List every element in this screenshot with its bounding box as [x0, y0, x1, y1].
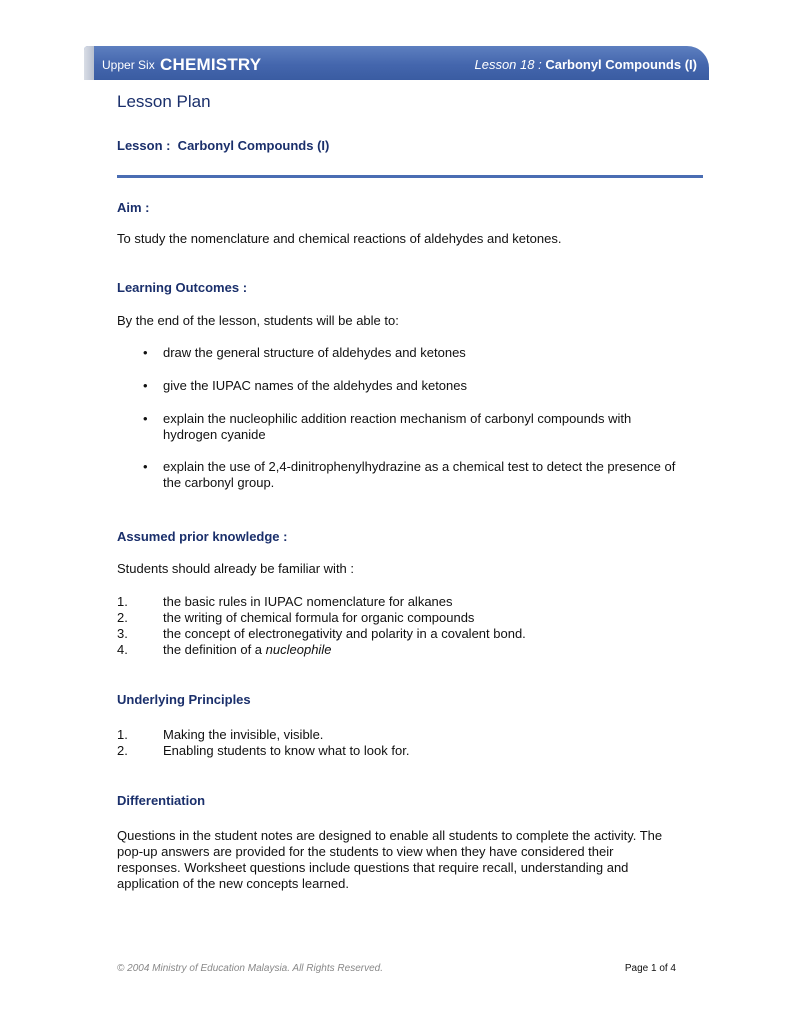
list-item-text: Enabling students to know what to look for. [163, 743, 410, 758]
list-item [117, 345, 677, 361]
differentiation-text: Questions in the student notes are designed to enable all students to complete the activity. The pop-up answers are provided for the students to view when they have considered their responses. Worksheet questions include questions that require recall, understanding and application of the new concepts learned. [117, 828, 663, 891]
list-item [117, 642, 526, 658]
list-item [117, 626, 526, 642]
page-title: Lesson Plan [117, 92, 211, 111]
bullet-icon: • [143, 459, 148, 474]
list-item-text: the basic rules in IUPAC nomenclature for alkanes [163, 594, 453, 609]
list-number: 2. [117, 743, 128, 758]
list-item [117, 378, 677, 394]
aim-heading: Aim : [117, 200, 150, 215]
learning-outcomes-heading: Learning Outcomes : [117, 280, 248, 295]
aim-text: To study the nomenclature and chemical reactions of aldehydes and ketones. [117, 231, 562, 246]
principles-list [117, 727, 409, 759]
list-item [117, 411, 677, 443]
list-number: 1. [117, 594, 128, 609]
list-item [117, 610, 526, 626]
list-item-text: draw the general structure of aldehydes and ketones [163, 345, 466, 360]
course-subject: CHEMISTRY [160, 55, 262, 74]
list-item-text: give the IUPAC names of the aldehydes and ketones [163, 378, 468, 393]
principles-heading: Underlying Principles [117, 692, 251, 707]
list-number: 1. [117, 727, 128, 742]
page-number: Page 1 of 4 [624, 963, 676, 974]
list-number: 3. [117, 626, 128, 641]
differentiation-heading: Differentiation [117, 793, 206, 808]
prior-knowledge-list [117, 594, 526, 658]
learning-outcomes-intro: By the end of the lesson, students will be able to: [117, 313, 399, 328]
list-item [117, 727, 409, 743]
list-number: 4. [117, 642, 128, 657]
lesson-header-title: Carbonyl Compounds (I) [545, 57, 697, 72]
list-item-text: the definition of a [163, 642, 263, 657]
list-item [117, 459, 677, 491]
list-item-text: explain the nucleophilic addition reaction mechanism of carbonyl compounds with hydrogen cyanide [163, 411, 632, 442]
emphasized-term: nucleophile [265, 642, 332, 657]
list-item-text: Making the invisible, visible. [163, 727, 324, 742]
divider [117, 175, 703, 178]
header-banner [84, 46, 709, 80]
lesson-number: Lesson 18 : [474, 57, 542, 72]
prior-knowledge-intro: Students should already be familiar with : [117, 561, 355, 576]
bullet-icon: • [143, 411, 148, 426]
list-number: 2. [117, 610, 128, 625]
learning-outcomes-list [117, 345, 677, 508]
lesson-name: Lesson : Carbonyl Compounds (I) [117, 138, 330, 153]
lesson-header [474, 57, 697, 72]
bullet-icon: • [143, 378, 148, 393]
list-item-text: explain the use of 2,4-dinitrophenylhydrazine as a chemical test to detect the presence of the carbonyl group. [163, 459, 676, 490]
list-item [117, 743, 409, 759]
prior-knowledge-heading: Assumed prior knowledge : [117, 529, 288, 544]
course-title [102, 55, 261, 75]
copyright-notice: © 2004 Ministry of Education Malaysia. All Rights Reserved. [117, 963, 384, 974]
list-item-text: the concept of electronegativity and polarity in a covalent bond. [163, 626, 526, 641]
list-item-text: the writing of chemical formula for organic compounds [163, 610, 475, 625]
bullet-icon: • [143, 345, 148, 360]
list-item [117, 594, 526, 610]
course-level: Upper Six [102, 58, 155, 72]
